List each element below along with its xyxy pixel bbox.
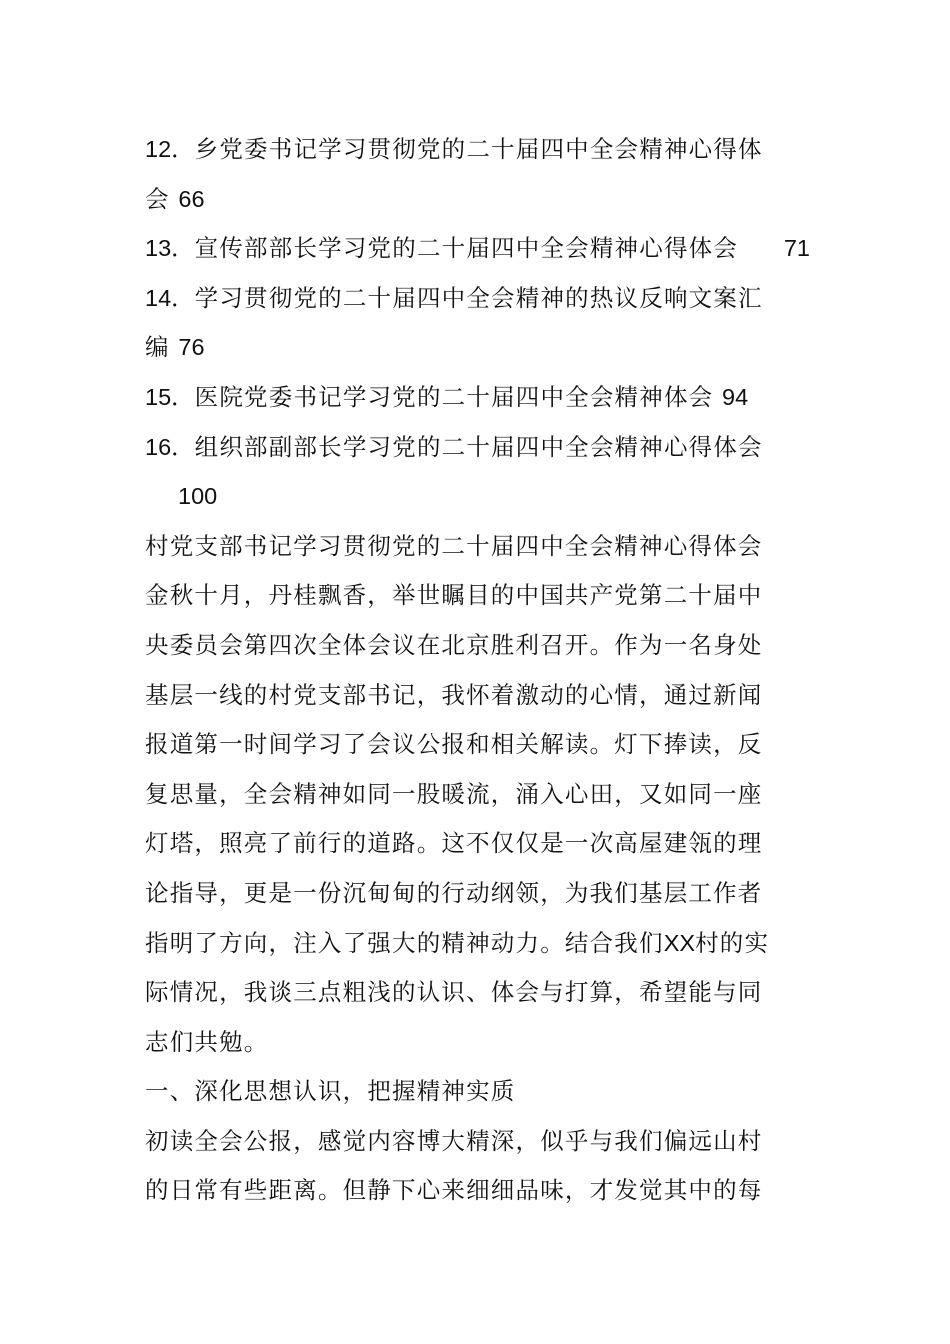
toc-page-number: 66 — [178, 185, 205, 212]
paragraph-line: 基层一线的村党支部书记，我怀着激动的心情，通过新闻 — [145, 680, 763, 709]
toc-title: 组织部副部长学习党的二十届四中全会精神心得体会 — [194, 432, 763, 461]
toc-number: 12． — [145, 136, 195, 162]
paragraph-section1 — [145, 1117, 810, 1216]
toc-number: 13． — [145, 235, 195, 262]
toc-item-12[interactable] — [145, 125, 810, 175]
toc-item-12-continued — [145, 175, 810, 225]
toc-title-continued: 会 — [145, 184, 170, 213]
document-page — [145, 125, 810, 1216]
toc-page-number: 94 — [722, 383, 749, 410]
toc-title: 医院党委书记学习党的二十届四中全会精神体会 — [194, 382, 714, 411]
toc-item-13[interactable] — [145, 224, 810, 274]
paragraph-intro — [145, 571, 810, 1067]
paragraph-line: 报道第一时间学习了会议公报和相关解读。灯下捧读，反 — [145, 730, 763, 759]
paragraph-line: 的日常有些距离。但静下心来细细品味，才发觉其中的每 — [145, 1176, 763, 1205]
paragraph-line: 金秋十月，丹桂飘香，举世瞩目的中国共产党第二十届中 — [145, 581, 763, 610]
toc-title: 乡党委书记学习贯彻党的二十届四中全会精神心得体 — [194, 135, 763, 163]
toc-title-continued: 编 — [145, 333, 170, 362]
toc-number: 14． — [145, 284, 195, 311]
toc-item-14[interactable] — [145, 274, 810, 324]
toc-number: 15． — [145, 383, 195, 410]
paragraph-line-text: 指明了方向，注入了强大的精神动力。结合我们 — [145, 928, 664, 957]
toc-number: 16． — [145, 433, 195, 460]
toc-title: 宣传部部长学习党的二十届四中全会精神心得体会 — [194, 234, 739, 263]
paragraph-line: 复思量，全会精神如同一股暖流，涌入心田，又如同一座 — [145, 779, 763, 808]
toc-item-14-continued — [145, 323, 810, 373]
paragraph-line — [145, 919, 810, 969]
toc-page-number: 71 — [783, 235, 810, 262]
section-heading: 一、深化思想认识，把握精神实质 — [145, 1077, 516, 1106]
paragraph-line: 初读全会公报，感觉内容博大精深，似乎与我们偏远山村 — [145, 1126, 763, 1155]
paragraph-line: 央委员会第四次全体会议在北京胜利召开。作为一名身处 — [145, 630, 763, 659]
paragraph-line-tail: 村的实 — [695, 928, 770, 957]
paragraph-line: 志们共勉。 — [145, 1027, 269, 1056]
paragraph-line: 论指导，更是一份沉甸甸的行动纲领，为我们基层工作者 — [145, 878, 763, 907]
paragraph-line: 灯塔，照亮了前行的道路。这不仅仅是一次高屋建瓴的理 — [145, 829, 763, 858]
toc-title: 学习贯彻党的二十届四中全会精神的热议反响文案汇 — [194, 283, 763, 312]
article-title: 村党支部书记学习贯彻党的二十届四中全会精神心得体会 — [145, 531, 763, 560]
toc-page-number: 76 — [178, 334, 205, 361]
village-placeholder: XX — [663, 929, 696, 956]
paragraph-line: 际情况，我谈三点粗浅的认识、体会与打算，希望能与同 — [145, 978, 763, 1007]
toc-item-15[interactable] — [145, 373, 810, 423]
toc-page-number: 100 — [178, 483, 218, 510]
toc-item-16[interactable] — [145, 423, 810, 473]
toc-item-16-continued — [145, 472, 810, 522]
